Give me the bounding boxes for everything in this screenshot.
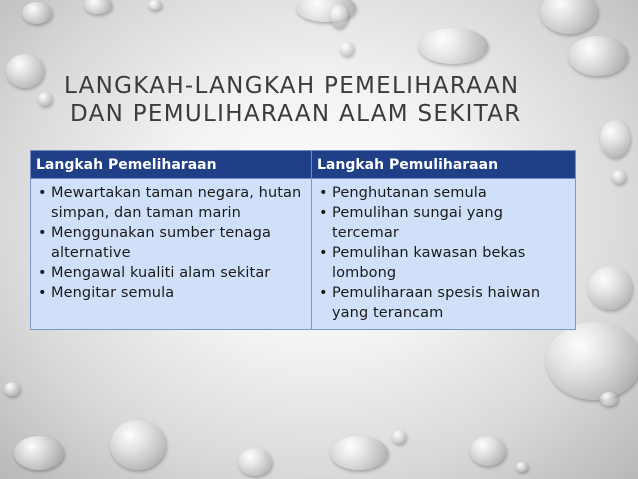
decorative-droplet <box>22 2 52 24</box>
slide-title-line-2: DAN PEMULIHARAAN ALAM SEKITAR <box>70 101 522 127</box>
decorative-droplet <box>330 436 388 470</box>
pemeliharaan-list <box>35 183 307 303</box>
decorative-droplet <box>6 54 44 88</box>
decorative-droplet <box>612 170 626 184</box>
list-item <box>316 283 571 323</box>
bullet-icon: • <box>319 285 328 301</box>
decorative-droplet <box>148 0 162 10</box>
list-item <box>35 283 307 303</box>
list-item <box>316 243 571 283</box>
list-item <box>316 203 571 243</box>
decorative-droplet <box>340 42 354 56</box>
list-item-text: Pemulihan kawasan bekas lombong <box>332 245 526 281</box>
decorative-droplet <box>84 0 112 14</box>
decorative-droplet <box>568 36 628 76</box>
pemuliharaan-cell <box>312 179 576 330</box>
list-item-text: Penghutanan semula <box>332 185 487 201</box>
decorative-droplet <box>392 430 406 444</box>
decorative-droplet <box>600 120 630 158</box>
list-item-text: Mengitar semula <box>51 285 175 301</box>
table-row <box>31 179 576 330</box>
decorative-droplet <box>516 462 528 472</box>
decorative-droplet <box>600 392 618 406</box>
pemuliharaan-list <box>316 183 571 323</box>
bullet-icon: • <box>38 265 47 281</box>
decorative-droplet <box>4 382 20 396</box>
decorative-droplet <box>14 436 64 470</box>
bullet-icon: • <box>319 185 328 201</box>
decorative-droplet <box>540 0 598 34</box>
header-langkah-pemuliharaan: Langkah Pemuliharaan <box>312 151 576 179</box>
list-item-text: Mengawal kualiti alam sekitar <box>51 265 271 281</box>
decorative-droplet <box>238 448 272 476</box>
list-item <box>35 223 307 263</box>
bullet-icon: • <box>38 185 47 201</box>
list-item <box>316 183 571 203</box>
decorative-droplet <box>470 436 506 466</box>
list-item-text: Menggunakan sumber tenaga alternative <box>51 225 271 261</box>
list-item-text: Pemulihan sungai yang tercemar <box>332 205 504 241</box>
pemeliharaan-cell <box>31 179 312 330</box>
list-item-text: Mewartakan taman negara, hutan simpan, dan taman marin <box>51 185 302 221</box>
decorative-droplet <box>546 322 638 400</box>
bullet-icon: • <box>319 245 328 261</box>
list-item <box>35 263 307 283</box>
table-header-row <box>31 151 576 179</box>
header-langkah-pemeliharaan: Langkah Pemeliharaan <box>31 151 312 179</box>
decorative-droplet <box>330 4 348 28</box>
decorative-droplet <box>418 28 488 64</box>
decorative-droplet <box>588 266 632 310</box>
list-item <box>35 183 307 223</box>
decorative-droplet <box>110 420 166 470</box>
slide-title-line-1: LANGKAH-LANGKAH PEMELIHARAAN <box>64 73 520 99</box>
bullet-icon: • <box>38 225 47 241</box>
comparison-table <box>30 150 576 330</box>
bullet-icon: • <box>319 205 328 221</box>
slide-title <box>64 72 604 128</box>
decorative-droplet <box>38 92 52 106</box>
list-item-text: Pemuliharaan spesis haiwan yang terancam <box>332 285 541 321</box>
bullet-icon: • <box>38 285 47 301</box>
